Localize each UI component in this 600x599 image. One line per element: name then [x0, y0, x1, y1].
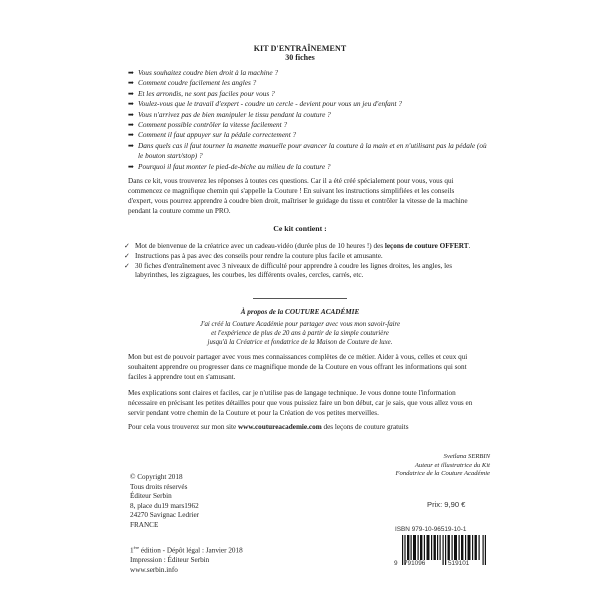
arrow-bullet-icon: ➡: [128, 79, 134, 88]
explanation-paragraph: Mes explications sont claires et faciles, car je n'utilise pas de langage technique. Je vous donne toute l'information nécessaire en précisant les petites détailles pour que vous puissiez faire un bon début, car je sais, que vous allez vous en servir pendant votre chemin de la Couture et pour la Création de vos petites merveilles.: [128, 389, 473, 417]
publisher-website[interactable]: www.serbin.info: [130, 565, 178, 574]
checkmark-icon: ✓: [124, 251, 130, 260]
question-item: ➡ Et les arrondis, ne sont pas faciles pour vous ?: [128, 88, 275, 98]
contents-item: ✓ 30 fiches d'entraînement avec 3 niveaux de difficulté pour apprendre à coudre les lignes droites, les angles, les labyrinthes, les zigzagues, les courbes, les différents ovales, cercles, carrés, etc.: [124, 261, 453, 280]
contents-list: [124, 242, 480, 281]
website-paragraph: Pour cela vous trouverez sur mon site www.coutureacademie.com des leçons de couture gratuits: [128, 423, 409, 431]
checkmark-icon: ✓: [124, 261, 130, 270]
questions-list: [128, 68, 488, 172]
author-name: Svetlana SERBIN: [443, 453, 490, 460]
author-role: Auteur et illustratrice du Kit: [414, 461, 490, 469]
arrow-bullet-icon: ➡: [128, 131, 134, 140]
about-quote: J'ai créé la Couture Académie pour partager avec vous mon savoir-faire et l'expérience de plus de 20 ans à partir de la simple couturière jusqu'à la Créatrice et fondatrice de la Maison de Couture de luxe.: [199, 321, 401, 346]
question-item: ➡ Pourquoi il faut monter le pied-de-biche au milieu de la couture ?: [128, 161, 331, 171]
author-signature: [396, 453, 491, 479]
arrow-bullet-icon: ➡: [128, 141, 134, 150]
intro-paragraph: Dans ce kit, vous trouverez les réponses à toutes ces questions. Car il a été créé spécialement pour vous, vous qui commencez ce magnifique chemin qui s'appelle la Couture ! En suivant les instructions simplifiées et les conseils d'expert, vous pourrez apprendre à coudre bien droit, maîtriser le guidage du tissu et contrôler la vitesse de la machine pendant la couture comme un PRO.: [128, 177, 468, 215]
document-title: KIT D'ENTRAÎNEMENT: [253, 44, 347, 53]
arrow-bullet-icon: ➡: [128, 89, 134, 98]
question-item: ➡ Dans quels cas il faut tourner la manette manuelle pour avancer la couture à la main et en n'utilisant pas la pédale (où le bouton start/stop) ?: [128, 140, 487, 161]
question-item: ➡ Vous souhaitez coudre bien droit à la machine ?: [128, 68, 279, 77]
barcode-digits: 9 791096 519101: [394, 560, 470, 567]
about-heading: À propos de la COUTURE ACADÉMIE: [240, 308, 360, 316]
contents-heading: Ce kit contient :: [273, 224, 327, 233]
section-divider: [253, 298, 347, 299]
arrow-bullet-icon: ➡: [128, 100, 134, 109]
arrow-bullet-icon: ➡: [128, 121, 134, 130]
isbn-label: ISBN 979-10-96519-10-1: [395, 526, 467, 533]
question-item: ➡ Comment il faut appuyer sur la pédale correctement ?: [128, 130, 297, 140]
price-label: Prix: 9,90 €: [427, 500, 466, 509]
goal-paragraph: Mon but est de pouvoir partager avec vous mes connaissances complètes de ce métier. Aider à vous, celles et ceux qui souhaitent apprendre ou progresser dans ce magnifique monde de la Couture en vous offrant les informations qui sont faciles à apprendre tout en s'amusant.: [128, 353, 468, 381]
document-subtitle: 30 fiches: [285, 53, 315, 62]
website-link[interactable]: www.coutureacademie.com: [237, 423, 322, 431]
contents-item: ✓ Instructions pas à pas avec des conseils pour rendre la couture plus facile et amusante.: [124, 251, 383, 260]
contents-item: ✓ Mot de bienvenue de la créatrice avec un cadeau-vidéo (durée plus de 10 heures !) des leçons de couture OFFERT.: [124, 242, 471, 250]
question-item: ➡ Vous n'arrivez pas de bien manipuler le tissu pendant la couture ?: [128, 109, 331, 119]
arrow-bullet-icon: ➡: [128, 69, 134, 77]
question-item: ➡ Voulez-vous que le travail d'expert - coudre un cercle - devient pour vous un jeu d'enfant ?: [128, 99, 402, 109]
question-item: ➡ Comment possible contrôler la vitesse facilement ?: [128, 120, 288, 130]
question-item: ➡ Comment coudre facilement les angles ?: [128, 78, 257, 88]
author-role: Fondatrice de la Couture Académie: [395, 470, 490, 478]
arrow-bullet-icon: ➡: [128, 110, 134, 119]
arrow-bullet-icon: ➡: [128, 162, 134, 171]
edition-info: 1ère édition - Dépôt légal : Janvier 2018 Impression : Éditeur Serbin www.serbin.info: [130, 545, 243, 574]
checkmark-icon: ✓: [124, 242, 130, 250]
publisher-info: © Copyright 2018 Tous droits réservés Éditeur Serbin 8, place du19 mars1962 24270 Savignac Ledrier FRANCE: [130, 473, 200, 529]
